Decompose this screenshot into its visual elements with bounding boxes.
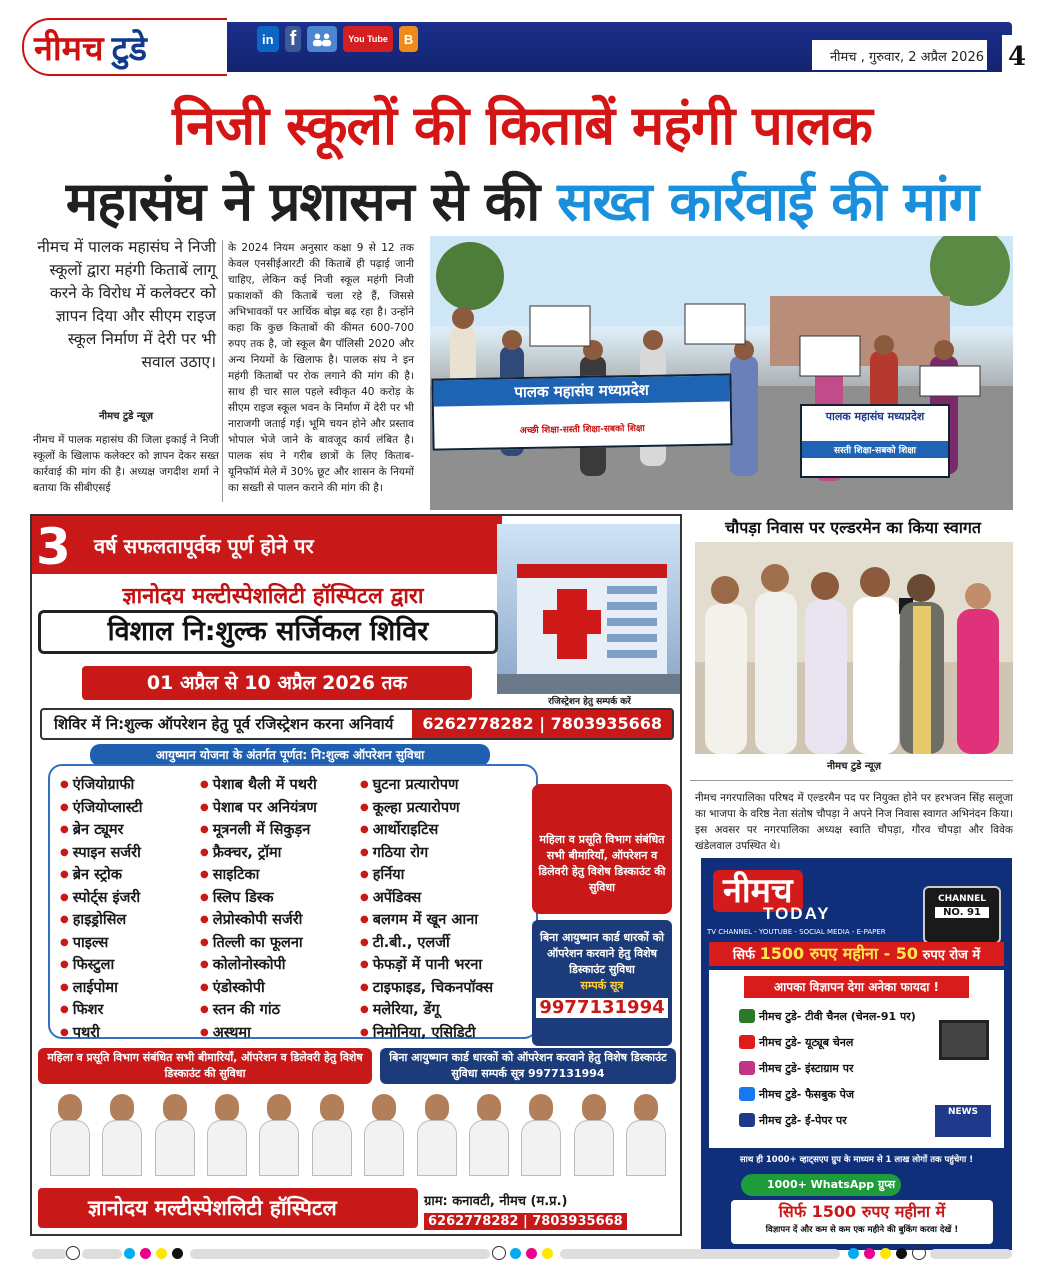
- hospital-ad[interactable]: [30, 514, 682, 1236]
- article-byline: नीमच टुडे न्यूज़: [99, 411, 153, 422]
- doctor-photo: [153, 1094, 197, 1176]
- registration-bar: [190, 1249, 490, 1259]
- treatment-item: ● लाईपोमा: [60, 977, 142, 1000]
- treatment-item: ● पेशाब थैली में पथरी: [200, 774, 317, 797]
- doctor-photo: [362, 1094, 406, 1176]
- promo-price-suffix: रुपए रोज में: [922, 948, 981, 963]
- treatment-item: ● एंडोस्कोपी: [200, 977, 317, 1000]
- page-number: 4: [1002, 35, 1032, 79]
- treatment-item: ● ब्रेन स्ट्रोक: [60, 864, 142, 887]
- ad-camp-title: विशाल नि:शुल्क सर्जिकल शिविर: [38, 610, 498, 654]
- ad-ayushman-banner: आयुष्मान योजना के अंतर्गत पूर्णत: नि:शुल्क ऑपरेशन सुविधा: [90, 744, 490, 766]
- treatment-item: ● एंजियोप्लास्टी: [60, 797, 142, 820]
- treatment-item: ● पाइल्स: [60, 932, 142, 955]
- ad-registration-warning: [40, 708, 674, 740]
- black-dot: [896, 1248, 907, 1259]
- promo-price-amount: 1500 रुपए महीना - 50: [759, 944, 919, 963]
- cyan-dot: [510, 1248, 521, 1259]
- hospital-building-graphic: [497, 524, 680, 694]
- logo-part1: नीमच: [34, 29, 104, 69]
- treatment-item: ● अस्थमा: [200, 1022, 317, 1045]
- ad-warning-text: शिविर में नि:शुल्क ऑपरेशन हेतु पूर्व रजिस्ट्रेशन करना अनिवार्य: [54, 715, 394, 733]
- side-news-body: नीमच नगरपालिका परिषद में एल्डरमैन पद पर नियुक्त होने पर हरभजन सिंह सलूजा का भाजपा के वरिष्ठ नेता संतोष चौपड़ा ने अपने निज निवास स्वागत अभिनंदन किया। इस अवसर पर नगरपालिका अध्यक्ष स्वाति चौपड़ा, गौरव चौपड़ा और विवेक खंडेलवाल उपस्थित थे।: [695, 792, 1013, 852]
- promo-benefit-title: आपका विज्ञापन देगा अनेका फायदा !: [744, 976, 969, 998]
- promo-note: साथ ही 1000+ व्हाट्सएप ग्रुप के माध्यम से 1 लाख लोगों तक पहुंचेगा !: [739, 1155, 974, 1165]
- linkedin-icon[interactable]: in: [257, 26, 279, 52]
- treatment-item: ● निमोनिया, एसिडिटी: [360, 1022, 493, 1045]
- promo-item-label: नीमच टुडे- ई-पेपर पर: [759, 1113, 847, 1127]
- promo-item-label: नीमच टुडे- इंस्टाग्राम पर: [759, 1061, 854, 1075]
- promo-item-label: नीमच टुडे- फैसबुक पेज: [759, 1087, 855, 1101]
- headline-line2-dark: महासंघ ने प्रशासन से की: [65, 170, 540, 233]
- banner-right-title: पालक महासंघ मध्यप्रदेश: [802, 406, 948, 427]
- promo-item-youtube[interactable]: [739, 1032, 939, 1052]
- banner-main-title: पालक महासंघ मध्यप्रदेश: [433, 375, 729, 406]
- registration-crosshair: [912, 1246, 926, 1260]
- headline-line2-blue: सख्त कार्रवाई की मांग: [557, 170, 979, 233]
- ad-contact-number[interactable]: 9977131994: [536, 998, 668, 1018]
- headline-line2: [0, 162, 1044, 236]
- treatment-item: ● फेफड़ों में पानी भरना: [360, 954, 493, 977]
- treatment-item: ● टाइफाइड, चिकनपॉक्स: [360, 977, 493, 1000]
- doctor-photo: [572, 1094, 616, 1176]
- ad-strip-right: बिना आयुष्मान कार्ड धारकों को ऑपरेशन करवाने हेतु विशेष डिस्काउंट सुविधा सम्पर्क सूत्र 9977131994: [380, 1048, 676, 1084]
- magenta-dot: [140, 1248, 151, 1259]
- cyan-dot: [848, 1248, 859, 1259]
- social-icons: [257, 26, 418, 52]
- protest-banner-main: [431, 373, 732, 450]
- treatment-item: ● गठिया रोग: [360, 842, 493, 865]
- treatment-column-3: [360, 774, 493, 1044]
- doctor-photo: [310, 1094, 354, 1176]
- treatment-item: ● पथरी: [60, 1022, 142, 1045]
- treatment-item: ● मलेरिया, डेंगू: [360, 999, 493, 1022]
- registration-bar: [930, 1249, 1012, 1259]
- felicitation-photo: [695, 542, 1013, 754]
- neemuch-today-promo[interactable]: [701, 858, 1012, 1250]
- treatment-column-2: [200, 774, 317, 1044]
- doctor-photos: [48, 1094, 668, 1176]
- facebook-icon: [739, 1087, 755, 1101]
- blogger-icon[interactable]: B: [399, 26, 418, 52]
- yellow-dot: [880, 1248, 891, 1259]
- youtube-icon[interactable]: You Tube: [343, 26, 393, 52]
- promo-price-prefix: सिर्फ: [732, 948, 756, 963]
- doctor-photo: [519, 1094, 563, 1176]
- masthead: [22, 18, 1027, 76]
- yellow-dot: [542, 1248, 553, 1259]
- article-col2: के 2024 नियम अनुसार कक्षा 9 से 12 तक केवल एनसीईआरटी की किताबें ही पढ़ाई जानी चाहिए, लेकिन कई निजी स्कूल महंगी निजी प्रकाशकों की किताबें चला रहे हैं, जिससे अभिभावकों पर आर्थिक बोझ बढ़ रहा है। उन्होंने कहा कि कुछ किताबों की कीमत 600-700 रुपए तक है, जो स्कूल बैग पॉलिसी 2020 और अन्य नियमों के खिलाफ है। पालक संघ ने इन महंगी किताबों पर रोक लगाने की मांग की है। साथ ही चार साल पहले स्वीकृत 40 करोड़ के सीएम राइज स्कूल भवन के निर्माण में देरी पर भी नाराजगी जताई गई। भूमि चयन होने और प्रस्ताव भोपाल भेजे जाने के बावजूद कार्य लंबित है। पालक संघ ने गरीब छात्रों के लिए किताब-यूनिफॉर्म मेले में 30% छूट और शासन के नियमों का सख्ती से पालन कराने की मांग की है।: [228, 242, 414, 494]
- treatment-item: ● स्पोर्ट्स इंजरी: [60, 887, 142, 910]
- ad-treatment-list: [48, 764, 538, 1039]
- treatment-item: ● कोलोनोस्कोपी: [200, 954, 317, 977]
- ad-hospital-by: ज्ञानोदय मल्टीस्पेशलिटी हॉस्पिटल द्वारा: [122, 584, 424, 609]
- registration-crosshair: [66, 1246, 80, 1260]
- doctor-photo: [257, 1094, 301, 1176]
- facebook-icon[interactable]: f: [285, 26, 302, 52]
- issue-date: नीमच , गुरुवार, 2 अप्रैल 2026: [829, 50, 984, 65]
- banner-main-sub: अच्छी शिक्षा-सस्ती शिक्षा-सबको शिक्षा: [519, 423, 645, 437]
- treatment-item: ● स्लिप डिस्क: [200, 887, 317, 910]
- magenta-dot: [526, 1248, 537, 1259]
- treatment-item: ● स्तन की गांठ: [200, 999, 317, 1022]
- ad-footer-contact: [424, 1192, 676, 1232]
- side-news-rule: [690, 780, 1013, 781]
- treatment-item: ● एंजियोग्राफी: [60, 774, 142, 797]
- ad-phone-numbers[interactable]: 6262778282 | 7803935668: [412, 710, 672, 738]
- article-col1: नीमच में पालक महासंघ की जिला इकाई ने निजी स्कूलों के खिलाफ कलेक्टर को ज्ञापन देकर सख्त कार्रवाई की मांग की है। अध्यक्ष जगदीश शर्मा ने बताया कि सीबीएसई: [33, 434, 219, 494]
- promo-item-label: नीमच टुडे- टीवी चैनल (चेनल-91 पर): [759, 1009, 916, 1023]
- ad-hospital-name: ज्ञानोदय मल्टीस्पेशलिटी हॉस्पिटल: [38, 1188, 418, 1228]
- black-dot: [172, 1248, 183, 1259]
- banner-right-sub: सस्ती शिक्षा-सबको शिक्षा: [802, 441, 948, 458]
- promo-price: [709, 942, 1004, 966]
- promo-item-tv[interactable]: [739, 1006, 939, 1026]
- promo-channel-label: CHANNEL: [937, 894, 987, 904]
- ad-strip-left: महिला व प्रसूति विभाग संबंधित सभी बीमारियाँ, ऑपरेशन व डिलेवरी हेतु विशेष डिस्काउंट की सुविधा: [38, 1048, 372, 1084]
- treatment-item: ● तिल्ली का फूलना: [200, 932, 317, 955]
- promo-channel-number: NO. 91: [935, 907, 989, 918]
- treatment-item: ● साइटिका: [200, 864, 317, 887]
- treatment-item: ● पेशाब पर अनियंत्रण: [200, 797, 317, 820]
- tv-icon: [923, 886, 1001, 944]
- ad-address: ग्राम: कनावटी, नीमच (म.प्र.): [424, 1194, 568, 1209]
- treatment-item: ● कूल्हा प्रत्यारोपण: [360, 797, 493, 820]
- treatment-item: ● फिस्टुला: [60, 954, 142, 977]
- ad-maternity-box: महिला व प्रसूति विभाग संबंधित सभी बीमारियाँ, ऑपरेशन व डिलेवरी हेतु विशेष डिस्काउंट की सुविधा: [532, 784, 672, 914]
- doctor-photo: [48, 1094, 92, 1176]
- promo-news-label: NEWS: [935, 1105, 991, 1137]
- doctor-photo: [624, 1094, 668, 1176]
- doctor-photo: [467, 1094, 511, 1176]
- treatment-item: ● हर्निया: [360, 864, 493, 887]
- doctor-photo: [415, 1094, 459, 1176]
- felicitation-scene-graphic: [695, 542, 1013, 754]
- newspaper-logo[interactable]: [22, 18, 227, 76]
- column-divider: [222, 240, 223, 502]
- ad-years: 3: [36, 518, 71, 576]
- yellow-dot: [156, 1248, 167, 1259]
- treatment-item: ● टी.बी., एलर्जी: [360, 932, 493, 955]
- hospital-building-image: [497, 524, 680, 694]
- registration-bar: [32, 1249, 67, 1259]
- tv-channel-icon: [739, 1009, 755, 1023]
- group-icon[interactable]: [307, 26, 337, 52]
- treatment-item: ● फ्रैक्चर, ट्रॉमा: [200, 842, 317, 865]
- promo-today: TODAY: [763, 904, 831, 923]
- whatsapp-groups-badge: 1000+ WhatsApp ग्रुप्स: [741, 1174, 901, 1196]
- promo-item-epaper[interactable]: [739, 1110, 939, 1130]
- retro-tv-icon: [939, 1020, 989, 1060]
- article-lead: नीमच में पालक महासंघ ने निजी स्कूलों द्वारा महंगी किताबें लागू करने के विरोध में कलेक्टर को ज्ञापन दिया और सीएम राइज स्कूल निर्माण में देरी पर भी सवाल उठाए।: [37, 238, 216, 371]
- registration-bar: [82, 1249, 122, 1259]
- promo-logo: नीमच: [713, 870, 803, 912]
- ad-camp-dates: 01 अप्रैल से 10 अप्रैल 2026 तक: [82, 666, 472, 700]
- promo-item-instagram[interactable]: [739, 1058, 939, 1078]
- treatment-item: ● घुटना प्रत्यारोपण: [360, 774, 493, 797]
- treatment-item: ● आर्थोराइटिस: [360, 819, 493, 842]
- ad-top-text: वर्ष सफलतापूर्वक पूर्ण होने पर: [94, 533, 314, 558]
- treatment-item: ● ब्रेन ट्यूमर: [60, 819, 142, 842]
- epaper-icon: [739, 1113, 755, 1127]
- doctor-photo: [205, 1094, 249, 1176]
- promo-bottom-price: सिर्फ 1500 रुपए महीना में: [778, 1202, 946, 1221]
- ad-cardless-text: बिना आयुष्मान कार्ड धारकों को ऑपरेशन करवाने हेतु विशेष डिस्काउंट सुविधा: [540, 931, 664, 976]
- protest-photo: [430, 236, 1013, 510]
- promo-item-facebook[interactable]: [739, 1084, 939, 1104]
- ad-footer-phones[interactable]: 6262778282 | 7803935668: [424, 1213, 627, 1230]
- ad-registration-note: रजिस्ट्रेशन हेतु सम्पर्क करें: [548, 697, 631, 707]
- doctor-photo: [100, 1094, 144, 1176]
- treatment-item: ● हाइड्रोसिल: [60, 909, 142, 932]
- logo-part2: टुडे: [111, 29, 147, 69]
- instagram-icon: [739, 1061, 755, 1075]
- magenta-dot: [864, 1248, 875, 1259]
- promo-bottom-sub: विज्ञापन दें और कम से कम एक महीने की बुकिंग करवा देखें !: [765, 1225, 959, 1235]
- ad-cardless-box: [532, 920, 672, 1046]
- ad-contact-label: सम्पर्क सूत्र: [580, 979, 624, 992]
- side-news-byline: नीमच टुडे न्यूज़: [827, 761, 881, 772]
- ad-top-banner: [32, 516, 502, 574]
- promo-tagline: TV CHANNEL - YOUTUBE - SOCIAL MEDIA - E-PAPER: [707, 928, 886, 936]
- treatment-item: ● फिशर: [60, 999, 142, 1022]
- registration-crosshair: [492, 1246, 506, 1260]
- headline-line1: निजी स्कूलों की किताबें महंगी पालक: [172, 94, 872, 157]
- promo-item-label: नीमच टुडे- यूट्यूब चेनल: [759, 1035, 854, 1049]
- treatment-item: ● लेप्रोस्कोपी सर्जरी: [200, 909, 317, 932]
- protest-banner-right: [800, 404, 950, 478]
- promo-bottom-offer: [731, 1200, 993, 1244]
- treatment-item: ● बलगम में खून आना: [360, 909, 493, 932]
- treatment-item: ● मूत्रनली में सिकुड़न: [200, 819, 317, 842]
- treatment-item: ● अपेंडिक्स: [360, 887, 493, 910]
- promo-benefits-panel: [709, 970, 1004, 1148]
- youtube-icon: [739, 1035, 755, 1049]
- side-news-title: चौपड़ा निवास पर एल्डरमेन का किया स्वागत: [724, 518, 982, 537]
- registration-bar: [560, 1249, 840, 1259]
- cyan-dot: [124, 1248, 135, 1259]
- treatment-item: ● स्पाइन सर्जरी: [60, 842, 142, 865]
- treatment-column-1: [60, 774, 142, 1044]
